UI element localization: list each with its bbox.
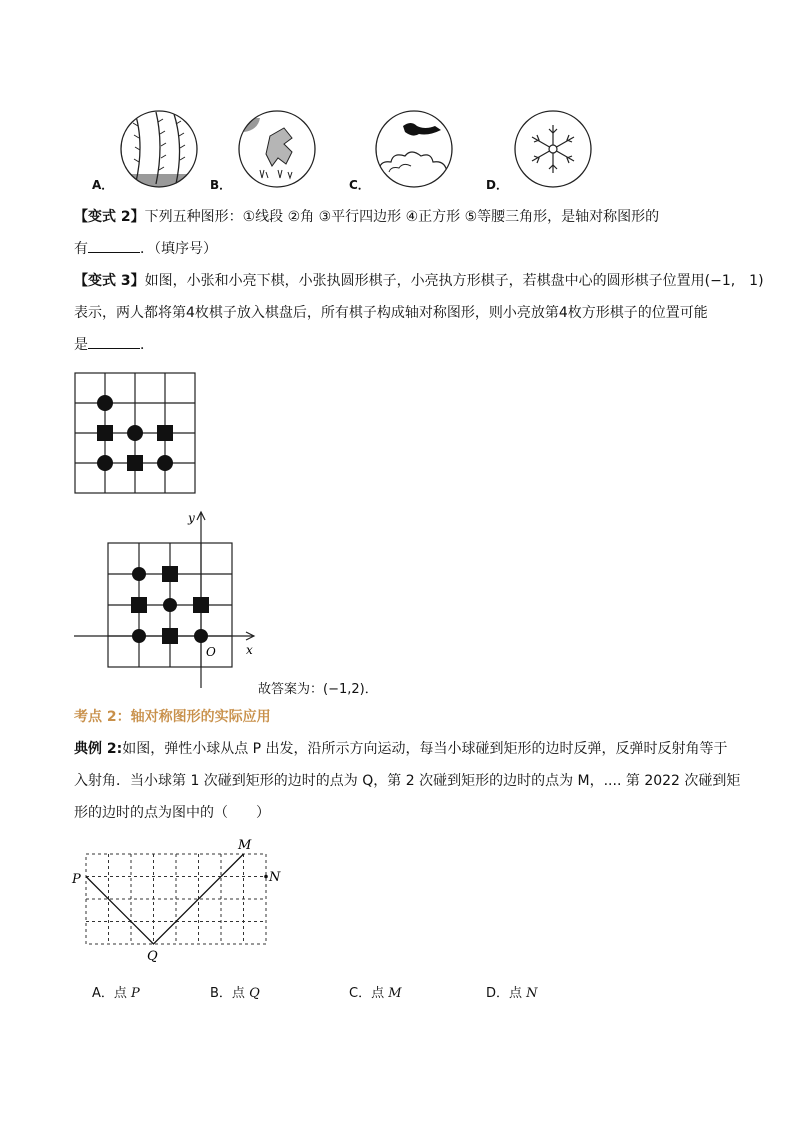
round-piece bbox=[157, 455, 173, 471]
option-b-label[interactable]: B． bbox=[210, 178, 232, 192]
option-d[interactable]: D．点 N bbox=[486, 986, 538, 1001]
option-d-label[interactable]: D． bbox=[486, 178, 508, 192]
example2-text: 如图，弹性小球从点 P 出发，沿所示方向运动，每当小球碰到矩形的边时反弹，反弹时反射角等于 bbox=[122, 741, 728, 757]
point-m-label: M bbox=[238, 838, 252, 853]
variant3-line1 bbox=[74, 270, 764, 292]
option-d-image bbox=[508, 108, 598, 190]
round-piece bbox=[163, 598, 177, 612]
point-q-label: Q bbox=[147, 949, 158, 964]
round-piece bbox=[97, 395, 113, 411]
square-piece bbox=[193, 597, 209, 613]
variant2-text: 下列五种图形：①线段 ②角 ③平行四边形 ④正方形 ⑤等腰三角形，是轴对称图形的 bbox=[144, 209, 660, 225]
example2-line2: 入射角．当小球第 1 次碰到矩形的边时的点为 Q，第 2 次碰到矩形的边时的点为 M，.... 第 2022 次碰到矩 bbox=[74, 773, 741, 789]
chess-board-1 bbox=[74, 372, 198, 496]
point-n-label: N bbox=[269, 870, 281, 885]
example2-line1 bbox=[74, 738, 734, 760]
y-axis-label: y bbox=[188, 511, 195, 525]
square-piece bbox=[97, 425, 113, 441]
round-piece bbox=[132, 629, 146, 643]
answer-blank[interactable] bbox=[88, 238, 140, 253]
variant2-tag: 【变式 2】 bbox=[74, 209, 145, 225]
option-b[interactable]: B．点 Q bbox=[210, 986, 260, 1001]
variant2-line1 bbox=[74, 206, 734, 228]
variant3-line3 bbox=[74, 334, 734, 356]
chess-board-2 bbox=[70, 508, 270, 694]
ball-bounce-diagram bbox=[66, 836, 296, 966]
variant2-pre: 有 bbox=[74, 241, 88, 257]
variant3-post: ． bbox=[140, 337, 154, 353]
option-a[interactable]: A．点 P bbox=[92, 986, 140, 1001]
round-piece bbox=[127, 425, 143, 441]
variant3-line2: 表示，两人都将第4枚棋子放入棋盘后，所有棋子构成轴对称图形，则小亮放第4枚方形棋子的位置可能 bbox=[74, 305, 708, 321]
point-n-dot bbox=[264, 875, 268, 879]
option-b-image bbox=[232, 108, 322, 190]
example2-line3: 形的边时的点为图中的（ ） bbox=[74, 805, 270, 821]
answer-text: 故答案为：(−1,2)． bbox=[258, 682, 378, 697]
option-c-label[interactable]: C． bbox=[349, 178, 370, 192]
round-piece bbox=[132, 567, 146, 581]
section-heading: 考点 2：轴对称图形的实际应用 bbox=[74, 709, 271, 725]
example2-tag: 典例 2: bbox=[74, 741, 123, 757]
variant3-pre: 是 bbox=[74, 337, 88, 353]
variant2-post: ．（填序号） bbox=[140, 241, 217, 257]
round-piece bbox=[194, 629, 208, 643]
answer-blank[interactable] bbox=[88, 334, 140, 349]
square-piece bbox=[127, 455, 143, 471]
origin-label: O bbox=[206, 645, 216, 659]
option-a-image bbox=[114, 108, 204, 190]
square-piece bbox=[131, 597, 147, 613]
variant3-text: 如图，小张和小亮下棋，小张执圆形棋子，小亮执方形棋子，若棋盘中心的圆形棋子位置用(−1, 1) bbox=[144, 273, 764, 289]
square-piece bbox=[162, 628, 178, 644]
round-piece bbox=[97, 455, 113, 471]
point-p-label: P bbox=[72, 872, 81, 887]
option-c-image bbox=[369, 108, 459, 190]
variant3-tag: 【变式 3】 bbox=[74, 273, 145, 289]
option-c[interactable]: C．点 M bbox=[349, 986, 402, 1001]
variant2-line2 bbox=[74, 238, 734, 260]
option-a-label[interactable]: A． bbox=[92, 178, 114, 192]
square-piece bbox=[162, 566, 178, 582]
square-piece bbox=[157, 425, 173, 441]
x-axis-label: x bbox=[246, 643, 253, 657]
